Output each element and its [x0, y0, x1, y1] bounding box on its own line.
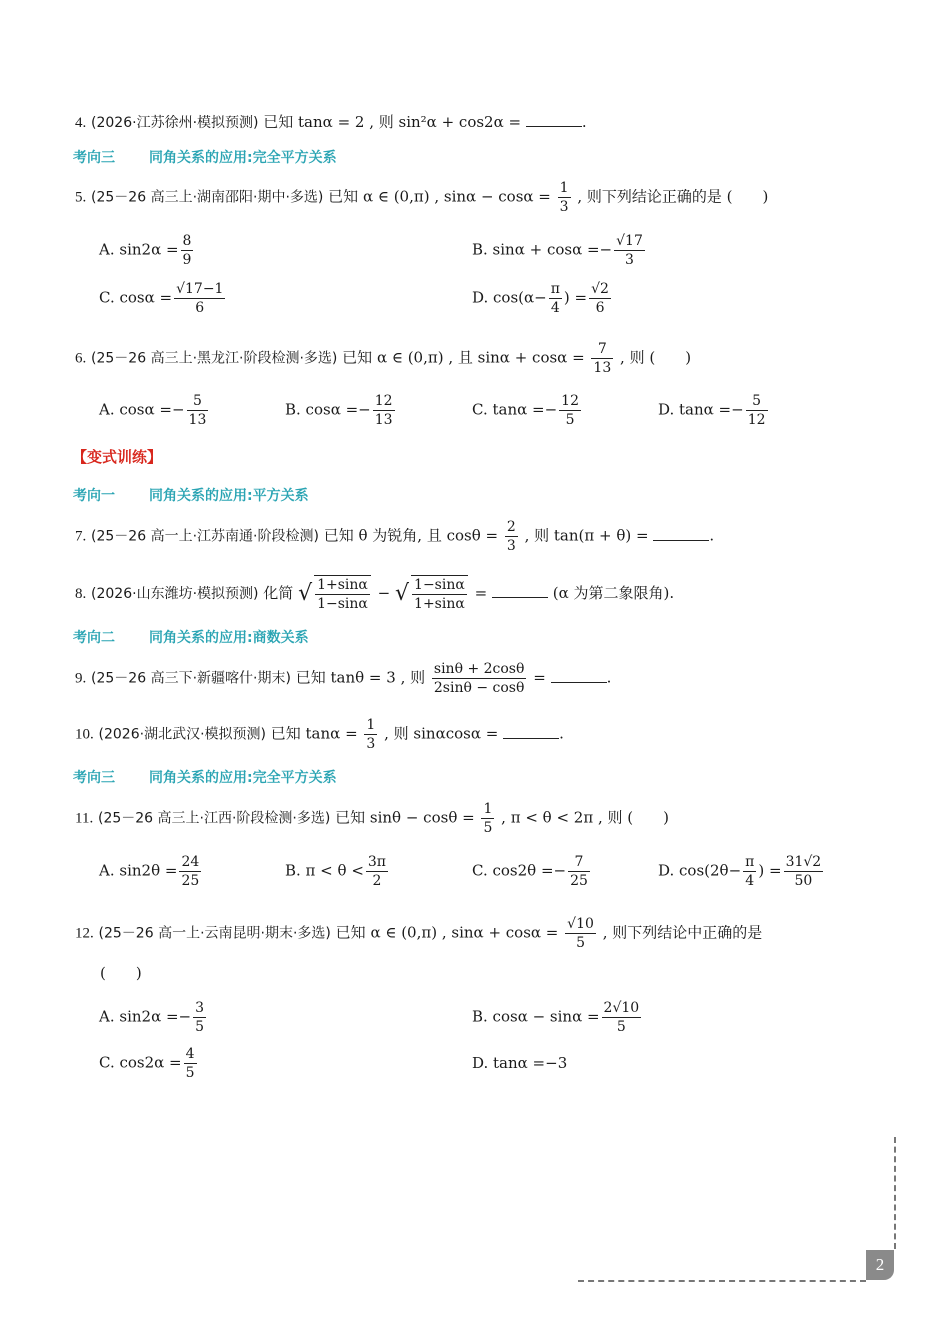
question-text: 已知 α ∈ (0,π) , 且 sinα + cosα =	[342, 348, 585, 367]
option-d[interactable]: D. cos(α− $\frac{\pi}{4}$ ) = $\frac{√2}{6}$	[472, 281, 609, 316]
question-number: 4.	[75, 115, 87, 131]
option-b[interactable]: B. π < θ < $\frac{3\pi}{2}$	[285, 854, 386, 889]
question-6: 6. (25－26 高三上·黑龙江·阶段检测·多选) 已知 α ∈ (0,π) , 且 sinα + cosα = $\frac{7}{13}$ , 则 ( )	[75, 341, 692, 376]
answer-paren: ( )	[100, 964, 142, 982]
answer-blank[interactable]	[551, 668, 607, 683]
question-9: 9. (25－26 高三下·新疆喀什·期末) 已知 tanθ = 3 , 则 $\frac{\sin\theta + 2\cos\theta}{2\sin\theta - \cos\theta}$ = .	[75, 661, 612, 696]
option-b[interactable]: B. sinα + cosα =− $\frac{√17}{3}$	[472, 233, 643, 268]
option-c[interactable]: C. cos2θ =− $\frac{7}{25}$	[472, 854, 588, 889]
option-c[interactable]: C. cos2α = $\frac{4}{5}$	[99, 1046, 195, 1081]
question-source: (2026·山东潍坊·模拟预测)	[91, 586, 259, 602]
question-source: (2026·江苏徐州·模拟预测)	[91, 115, 259, 131]
question-11: 11. (25－26 高三上·江西·阶段检测·多选) 已知 sinθ − cosθ = $\frac{1}{5}$ , π < θ < 2π , 则 ( )	[75, 801, 669, 836]
page-corner-dashed-horizontal	[578, 1280, 866, 1282]
option-d[interactable]: D. tanα =−3	[472, 1054, 568, 1072]
question-text: 已知 α ∈ (0,π) , sinα − cosα =	[328, 187, 551, 206]
option-c[interactable]: C. tanα =− $\frac{12}{5}$	[472, 393, 579, 428]
option-b[interactable]: B. cosα − sinα = $\frac{2√10}{5}$	[472, 1000, 640, 1035]
question-8: 8. (2026·山东潍坊·模拟预测) 化简 √ $\frac{1+\sin\alpha}{1-\sin\alpha}$ − √ $\frac{1-\sin\alpha}{1+\sin\alpha}$ = (α 为第二象限角).	[75, 577, 675, 612]
fraction: $\frac{7}{13}$	[593, 341, 612, 376]
section-heading: 考向一 同角关系的应用:平方关系	[73, 488, 309, 504]
answer-blank[interactable]	[653, 526, 709, 541]
question-source: (25－26 高三上·江西·阶段检测·多选)	[97, 810, 331, 827]
question-source: (2026·湖北武汉·模拟预测)	[98, 726, 266, 743]
question-text: 已知 tanα = 2 , 则 sin²α + cos2α =	[263, 113, 522, 131]
question-12: 12. (25－26 高一上·云南昆明·期末·多选) 已知 α ∈ (0,π) , sinα + cosα = $\frac{√10}{5}$ , 则下列结论中正确的是	[75, 916, 763, 951]
question-4: 4. (2026·江苏徐州·模拟预测) 已知 tanα = 2 , 则 sin²α + cos2α = .	[75, 113, 587, 131]
question-source: (25－26 高三上·黑龙江·阶段检测·多选)	[91, 350, 338, 367]
question-source: (25－26 高一上·云南昆明·期末·多选)	[98, 925, 331, 942]
option-d[interactable]: D. tanα =− $\frac{5}{12}$	[658, 393, 766, 428]
answer-blank[interactable]	[503, 724, 559, 739]
question-5: 5. (25－26 高三上·湖南邵阳·期中·多选) 已知 α ∈ (0,π) , sinα − cosα = $\frac{1}{3}$ , 则下列结论正确的是 ( )	[75, 180, 769, 215]
section-tag: 考向三	[73, 150, 115, 166]
question-10: 10. (2026·湖北武汉·模拟预测) 已知 tanα = $\frac{1}{3}$ , 则 sinαcosα = .	[75, 717, 564, 752]
answer-blank[interactable]	[526, 112, 582, 127]
fraction: $\frac{1}{3}$	[559, 180, 569, 215]
option-a[interactable]: A. sin2α = $\frac{8}{9}$	[99, 233, 192, 268]
question-7: 7. (25－26 高一上·江苏南通·阶段检测) 已知 θ 为锐角, 且 cosθ = $\frac{2}{3}$ , 则 tan(π + θ) = .	[75, 519, 715, 554]
page-number: 2	[866, 1250, 894, 1280]
section-heading	[73, 147, 337, 167]
section-title: 同角关系的应用:完全平方关系	[149, 150, 337, 166]
answer-blank[interactable]	[492, 583, 548, 598]
question-source: (25－26 高三下·新疆喀什·期末)	[91, 670, 291, 687]
option-a[interactable]: A. sin2θ = $\frac{24}{25}$	[99, 854, 200, 889]
section-heading: 考向三 同角关系的应用:完全平方关系	[73, 770, 337, 786]
section-heading: 考向二 同角关系的应用:商数关系	[73, 630, 309, 646]
option-a[interactable]: A. sin2α =− $\frac{3}{5}$	[99, 1000, 205, 1035]
option-c[interactable]: C. cosα = $\frac{√17-1}{6}$	[99, 281, 224, 316]
page-corner-dashed-vertical	[894, 1137, 896, 1249]
option-b[interactable]: B. cosα =− $\frac{12}{13}$	[285, 393, 393, 428]
option-a[interactable]: A. cosα =− $\frac{5}{13}$	[99, 393, 207, 428]
variant-training-heading: 【变式训练】	[72, 448, 163, 466]
question-source: (25－26 高一上·江苏南通·阶段检测)	[91, 528, 319, 545]
question-source: (25－26 高三上·湖南邵阳·期中·多选)	[91, 189, 324, 206]
option-d[interactable]: D. cos(2θ− $\frac{\pi}{4}$ ) = $\frac{31√2}{50}$	[658, 854, 822, 889]
